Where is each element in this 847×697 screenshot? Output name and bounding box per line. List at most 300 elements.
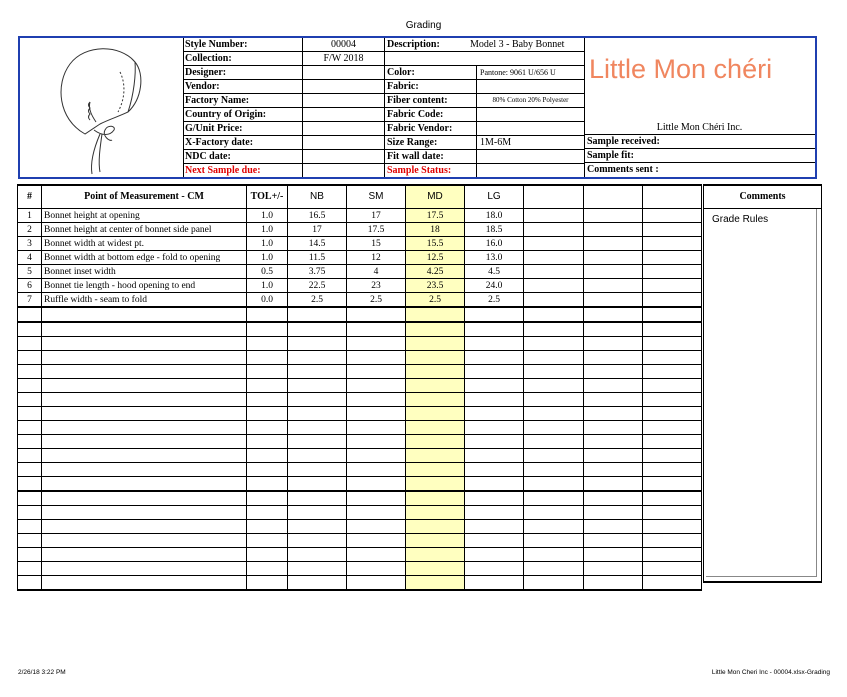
table-cell[interactable] [524, 322, 584, 337]
cell-nb[interactable]: 17 [288, 223, 347, 237]
table-cell[interactable] [347, 534, 406, 548]
table-cell[interactable] [288, 491, 347, 506]
table-cell[interactable] [288, 435, 347, 449]
table-cell[interactable] [347, 477, 406, 492]
table-cell[interactable] [42, 351, 247, 365]
table-cell[interactable] [347, 463, 406, 477]
table-cell[interactable] [643, 265, 702, 279]
cell-md[interactable]: 17.5 [406, 209, 465, 223]
table-cell[interactable] [406, 449, 465, 463]
table-cell[interactable] [18, 449, 42, 463]
table-cell[interactable] [247, 463, 288, 477]
table-cell[interactable] [42, 449, 247, 463]
cell-index[interactable]: 3 [18, 237, 42, 251]
table-cell[interactable] [524, 491, 584, 506]
table-cell[interactable] [406, 562, 465, 576]
cell-md[interactable]: 2.5 [406, 293, 465, 308]
table-cell[interactable] [643, 477, 702, 492]
cell-tolerance[interactable]: 1.0 [247, 251, 288, 265]
table-cell[interactable] [524, 251, 584, 265]
table-cell[interactable] [247, 520, 288, 534]
table-row [18, 209, 702, 223]
table-cell[interactable] [288, 449, 347, 463]
table-cell[interactable] [584, 449, 643, 463]
table-cell[interactable] [288, 520, 347, 534]
table-cell[interactable] [406, 407, 465, 421]
table-cell[interactable] [524, 237, 584, 251]
collection-value[interactable]: F/W 2018 [302, 52, 384, 65]
table-cell[interactable] [643, 379, 702, 393]
cell-index[interactable]: 1 [18, 209, 42, 223]
table-cell[interactable] [42, 463, 247, 477]
unit-price-value[interactable] [302, 122, 384, 135]
table-cell[interactable] [18, 379, 42, 393]
table-cell[interactable] [347, 393, 406, 407]
col-header-blank-3 [643, 185, 702, 209]
description-value[interactable]: Model 3 - Baby Bonnet [470, 39, 565, 50]
table-cell[interactable] [406, 351, 465, 365]
table-cell[interactable] [247, 435, 288, 449]
table-cell[interactable] [584, 279, 643, 293]
table-cell[interactable] [465, 562, 524, 576]
table-cell[interactable] [42, 548, 247, 562]
cell-sm[interactable]: 23 [347, 279, 406, 293]
table-cell[interactable] [247, 365, 288, 379]
cell-lg[interactable]: 16.0 [465, 237, 524, 251]
table-cell[interactable] [347, 562, 406, 576]
style-number-value[interactable]: 00004 [302, 38, 384, 51]
table-cell[interactable] [347, 435, 406, 449]
cell-lg[interactable]: 18.0 [465, 209, 524, 223]
cell-tolerance[interactable]: 0.5 [247, 265, 288, 279]
table-cell[interactable] [524, 548, 584, 562]
cell-index[interactable]: 6 [18, 279, 42, 293]
table-cell[interactable] [465, 449, 524, 463]
color-label: Color: [384, 66, 476, 79]
table-cell[interactable] [524, 562, 584, 576]
table-cell[interactable] [247, 421, 288, 435]
vendor-value[interactable] [302, 80, 384, 93]
table-cell[interactable] [18, 520, 42, 534]
table-cell[interactable] [524, 293, 584, 308]
table-cell[interactable] [465, 322, 524, 337]
table-cell[interactable] [18, 548, 42, 562]
table-cell[interactable] [465, 379, 524, 393]
table-cell[interactable] [18, 534, 42, 548]
table-cell[interactable] [524, 379, 584, 393]
cell-md[interactable]: 15.5 [406, 237, 465, 251]
table-cell[interactable] [524, 435, 584, 449]
cell-lg[interactable]: 13.0 [465, 251, 524, 265]
cell-lg[interactable]: 24.0 [465, 279, 524, 293]
table-cell[interactable] [347, 365, 406, 379]
table-cell[interactable] [584, 337, 643, 351]
table-cell[interactable] [643, 449, 702, 463]
table-cell[interactable] [247, 506, 288, 520]
cell-tolerance[interactable]: 1.0 [247, 209, 288, 223]
x-factory-date-value[interactable] [302, 136, 384, 149]
cell-sm[interactable]: 15 [347, 237, 406, 251]
table-cell[interactable] [288, 393, 347, 407]
table-cell[interactable] [42, 576, 247, 591]
table-cell[interactable] [524, 279, 584, 293]
table-cell[interactable] [406, 379, 465, 393]
table-cell[interactable] [247, 534, 288, 548]
cell-nb[interactable]: 16.5 [288, 209, 347, 223]
table-cell[interactable] [347, 548, 406, 562]
table-cell[interactable] [584, 307, 643, 322]
table-cell[interactable] [42, 337, 247, 351]
cell-index[interactable]: 2 [18, 223, 42, 237]
table-cell[interactable] [406, 322, 465, 337]
table-cell[interactable] [247, 379, 288, 393]
designer-value[interactable] [302, 66, 384, 79]
table-cell[interactable] [584, 421, 643, 435]
cell-point-of-measurement[interactable]: Bonnet width at bottom edge - fold to opening [42, 251, 247, 265]
table-cell[interactable] [465, 491, 524, 506]
cell-index[interactable]: 7 [18, 293, 42, 308]
table-cell[interactable] [465, 463, 524, 477]
table-cell[interactable] [643, 351, 702, 365]
table-cell[interactable] [524, 265, 584, 279]
table-cell[interactable] [465, 435, 524, 449]
table-cell[interactable] [406, 365, 465, 379]
fabric-code-value[interactable] [476, 108, 584, 121]
table-cell[interactable] [347, 407, 406, 421]
table-cell[interactable] [288, 365, 347, 379]
table-cell[interactable] [288, 337, 347, 351]
table-cell[interactable] [524, 449, 584, 463]
table-cell[interactable] [465, 520, 524, 534]
table-cell[interactable] [524, 576, 584, 591]
table-cell[interactable] [584, 351, 643, 365]
table-cell[interactable] [347, 520, 406, 534]
table-cell[interactable] [643, 307, 702, 322]
table-cell[interactable] [18, 307, 42, 322]
table-cell[interactable] [643, 293, 702, 308]
table-cell[interactable] [524, 463, 584, 477]
table-cell[interactable] [247, 307, 288, 322]
table-cell[interactable] [288, 477, 347, 492]
table-cell[interactable] [643, 576, 702, 591]
header-row-7 [183, 122, 584, 136]
cell-md[interactable]: 18 [406, 223, 465, 237]
table-cell[interactable] [406, 463, 465, 477]
table-cell[interactable] [524, 506, 584, 520]
table-cell[interactable] [584, 435, 643, 449]
table-cell[interactable] [347, 337, 406, 351]
table-cell[interactable] [406, 576, 465, 591]
cell-lg[interactable]: 18.5 [465, 223, 524, 237]
table-cell[interactable] [524, 365, 584, 379]
fabric-vendor-label: Fabric Vendor: [384, 122, 476, 135]
table-cell[interactable] [584, 379, 643, 393]
cell-point-of-measurement[interactable]: Bonnet tie length - hood opening to end [42, 279, 247, 293]
table-cell[interactable] [247, 491, 288, 506]
fabric-vendor-value[interactable] [476, 122, 584, 135]
table-cell[interactable] [584, 491, 643, 506]
table-cell[interactable] [584, 463, 643, 477]
table-cell[interactable] [406, 477, 465, 492]
table-cell[interactable] [643, 562, 702, 576]
table-cell[interactable] [247, 449, 288, 463]
table-cell[interactable] [42, 365, 247, 379]
table-cell[interactable] [584, 293, 643, 308]
table-cell[interactable] [288, 351, 347, 365]
table-cell[interactable] [406, 393, 465, 407]
table-cell[interactable] [465, 506, 524, 520]
table-cell[interactable] [584, 209, 643, 223]
table-cell[interactable] [643, 534, 702, 548]
blank-table-row [18, 435, 702, 449]
header-row-5 [183, 94, 584, 108]
table-cell[interactable] [584, 393, 643, 407]
table-cell[interactable] [347, 351, 406, 365]
blank-table-row [18, 562, 702, 576]
table-cell[interactable] [584, 520, 643, 534]
fiber-content-value[interactable]: 80% Cotton 20% Polyester [476, 94, 584, 107]
table-cell[interactable] [465, 421, 524, 435]
cell-index[interactable]: 5 [18, 265, 42, 279]
table-cell[interactable] [347, 576, 406, 591]
next-sample-due-value[interactable] [302, 164, 384, 177]
table-cell[interactable] [18, 506, 42, 520]
table-cell[interactable] [347, 491, 406, 506]
table-cell[interactable] [18, 351, 42, 365]
fabric-value[interactable] [476, 80, 584, 93]
table-cell[interactable] [406, 506, 465, 520]
table-cell[interactable] [524, 520, 584, 534]
cell-nb[interactable]: 11.5 [288, 251, 347, 265]
table-cell[interactable] [18, 491, 42, 506]
table-cell[interactable] [584, 534, 643, 548]
ndc-date-value[interactable] [302, 150, 384, 163]
table-cell[interactable] [584, 576, 643, 591]
table-cell[interactable] [347, 322, 406, 337]
table-cell[interactable] [465, 365, 524, 379]
table-cell[interactable] [247, 407, 288, 421]
table-cell[interactable] [18, 576, 42, 591]
table-cell[interactable] [584, 477, 643, 492]
table-cell[interactable] [465, 407, 524, 421]
table-cell[interactable] [584, 251, 643, 265]
table-cell[interactable] [18, 337, 42, 351]
cell-sm[interactable]: 17.5 [347, 223, 406, 237]
table-cell[interactable] [524, 477, 584, 492]
table-cell[interactable] [18, 365, 42, 379]
table-cell[interactable] [288, 576, 347, 591]
table-cell[interactable] [584, 562, 643, 576]
table-cell[interactable] [247, 548, 288, 562]
table-cell[interactable] [42, 477, 247, 492]
table-cell[interactable] [584, 237, 643, 251]
table-cell[interactable] [247, 562, 288, 576]
cell-nb[interactable]: 14.5 [288, 237, 347, 251]
table-cell[interactable] [406, 520, 465, 534]
table-cell[interactable] [643, 548, 702, 562]
table-cell[interactable] [584, 223, 643, 237]
table-cell[interactable] [643, 279, 702, 293]
table-cell[interactable] [18, 393, 42, 407]
table-cell[interactable] [247, 351, 288, 365]
table-cell[interactable] [347, 421, 406, 435]
table-cell[interactable] [465, 548, 524, 562]
cell-sm[interactable]: 4 [347, 265, 406, 279]
table-cell[interactable] [643, 209, 702, 223]
table-cell[interactable] [42, 534, 247, 548]
cell-tolerance[interactable]: 1.0 [247, 279, 288, 293]
country-of-origin-value[interactable] [302, 108, 384, 121]
table-cell[interactable] [347, 379, 406, 393]
table-cell[interactable] [288, 421, 347, 435]
table-cell[interactable] [42, 393, 247, 407]
table-cell[interactable] [406, 534, 465, 548]
table-cell[interactable] [288, 463, 347, 477]
table-cell[interactable] [643, 393, 702, 407]
bonnet-sketch-cell [20, 38, 184, 177]
cell-sm[interactable]: 17 [347, 209, 406, 223]
table-cell[interactable] [643, 365, 702, 379]
table-cell[interactable] [524, 407, 584, 421]
table-cell[interactable] [643, 322, 702, 337]
table-cell[interactable] [288, 562, 347, 576]
comments-box[interactable] [706, 209, 817, 577]
cell-sm[interactable]: 2.5 [347, 293, 406, 308]
table-cell[interactable] [643, 337, 702, 351]
table-cell[interactable] [288, 534, 347, 548]
table-cell[interactable] [643, 237, 702, 251]
cell-lg[interactable]: 2.5 [465, 293, 524, 308]
table-cell[interactable] [18, 477, 42, 492]
cell-nb[interactable]: 2.5 [288, 293, 347, 308]
cell-md[interactable]: 12.5 [406, 251, 465, 265]
table-cell[interactable] [42, 520, 247, 534]
table-cell[interactable] [18, 421, 42, 435]
cell-lg[interactable]: 4.5 [465, 265, 524, 279]
table-cell[interactable] [465, 477, 524, 492]
factory-name-value[interactable] [302, 94, 384, 107]
table-cell[interactable] [643, 491, 702, 506]
cell-point-of-measurement[interactable]: Ruffle width - seam to fold [42, 293, 247, 308]
cell-index[interactable]: 4 [18, 251, 42, 265]
table-cell[interactable] [465, 393, 524, 407]
table-cell[interactable] [42, 307, 247, 322]
table-cell[interactable] [465, 351, 524, 365]
table-cell[interactable] [465, 534, 524, 548]
table-cell[interactable] [406, 421, 465, 435]
cell-point-of-measurement[interactable]: Bonnet height at center of bonnet side panel [42, 223, 247, 237]
table-cell[interactable] [18, 322, 42, 337]
table-cell[interactable] [42, 562, 247, 576]
cell-md[interactable]: 4.25 [406, 265, 465, 279]
table-cell[interactable] [42, 407, 247, 421]
table-cell[interactable] [643, 506, 702, 520]
table-cell[interactable] [347, 449, 406, 463]
cell-point-of-measurement[interactable]: Bonnet height at opening [42, 209, 247, 223]
fit-wall-date-value[interactable] [476, 150, 584, 163]
table-cell[interactable] [524, 223, 584, 237]
table-cell[interactable] [584, 365, 643, 379]
table-cell[interactable] [643, 463, 702, 477]
table-cell[interactable] [288, 307, 347, 322]
table-cell[interactable] [18, 435, 42, 449]
cell-point-of-measurement[interactable]: Bonnet inset width [42, 265, 247, 279]
table-cell[interactable] [347, 307, 406, 322]
table-cell[interactable] [584, 265, 643, 279]
table-cell[interactable] [406, 435, 465, 449]
table-cell[interactable] [247, 477, 288, 492]
table-cell[interactable] [18, 463, 42, 477]
table-cell[interactable] [524, 534, 584, 548]
size-range-value[interactable]: 1M-6M [476, 136, 584, 149]
table-cell[interactable] [406, 548, 465, 562]
table-cell[interactable] [42, 421, 247, 435]
table-cell[interactable] [42, 491, 247, 506]
cell-tolerance[interactable]: 1.0 [247, 237, 288, 251]
table-cell[interactable] [643, 421, 702, 435]
table-cell[interactable] [406, 307, 465, 322]
table-cell[interactable] [643, 223, 702, 237]
table-cell[interactable] [18, 407, 42, 421]
table-cell[interactable] [465, 307, 524, 322]
table-cell[interactable] [288, 506, 347, 520]
cell-point-of-measurement[interactable]: Bonnet width at widest pt. [42, 237, 247, 251]
cell-sm[interactable]: 12 [347, 251, 406, 265]
table-cell[interactable] [42, 506, 247, 520]
table-cell[interactable] [42, 322, 247, 337]
table-cell[interactable] [643, 251, 702, 265]
table-cell[interactable] [288, 322, 347, 337]
table-cell[interactable] [524, 351, 584, 365]
col-header-blank-2 [584, 185, 643, 209]
table-cell[interactable] [643, 435, 702, 449]
table-cell[interactable] [584, 407, 643, 421]
table-cell[interactable] [18, 562, 42, 576]
color-value[interactable]: Pantone: 9061 U/656 U [476, 66, 584, 79]
cell-nb[interactable]: 3.75 [288, 265, 347, 279]
table-cell[interactable] [247, 337, 288, 351]
table-cell[interactable] [524, 337, 584, 351]
table-cell[interactable] [247, 322, 288, 337]
table-cell[interactable] [288, 548, 347, 562]
table-cell[interactable] [584, 506, 643, 520]
table-cell[interactable] [524, 421, 584, 435]
table-cell[interactable] [42, 435, 247, 449]
table-cell[interactable] [584, 322, 643, 337]
table-cell[interactable] [247, 393, 288, 407]
cell-md[interactable]: 23.5 [406, 279, 465, 293]
table-cell[interactable] [288, 407, 347, 421]
table-cell[interactable] [406, 491, 465, 506]
table-cell[interactable] [42, 379, 247, 393]
table-cell[interactable] [643, 407, 702, 421]
table-cell[interactable] [247, 576, 288, 591]
table-cell[interactable] [524, 209, 584, 223]
table-cell[interactable] [288, 379, 347, 393]
sample-status-value[interactable] [476, 164, 584, 177]
table-cell[interactable] [524, 307, 584, 322]
table-cell[interactable] [584, 548, 643, 562]
table-cell[interactable] [465, 576, 524, 591]
table-cell[interactable] [643, 520, 702, 534]
cell-tolerance[interactable]: 0.0 [247, 293, 288, 308]
table-cell[interactable] [524, 393, 584, 407]
table-cell[interactable] [347, 506, 406, 520]
cell-tolerance[interactable]: 1.0 [247, 223, 288, 237]
cell-nb[interactable]: 22.5 [288, 279, 347, 293]
table-cell[interactable] [465, 337, 524, 351]
table-cell[interactable] [406, 337, 465, 351]
